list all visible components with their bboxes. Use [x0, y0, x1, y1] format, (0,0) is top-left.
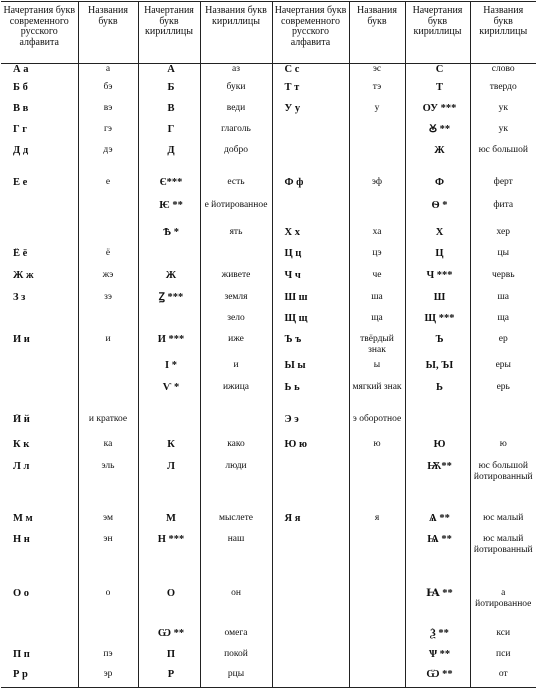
- modern-letter: Х х: [272, 227, 349, 248]
- table-row: [1, 382, 536, 414]
- modern-letter: У у: [272, 103, 349, 124]
- cyrillic-name: ща: [470, 313, 536, 334]
- modern-letter: Щ щ: [272, 313, 349, 334]
- column-header: Начертания букв современного русского алфавита: [1, 2, 78, 64]
- column-header: Начертания букв кириллицы: [405, 2, 470, 64]
- letter-name: гэ: [78, 124, 138, 145]
- letter-name: ка: [78, 439, 138, 461]
- cyrillic-letter: И ***: [138, 334, 200, 360]
- letter-name: [349, 200, 405, 227]
- modern-letter: [272, 461, 349, 513]
- letter-name: мягкий знак: [349, 382, 405, 414]
- letter-name: эм: [78, 513, 138, 534]
- cyrillic-name: зело: [200, 313, 272, 334]
- modern-letter: Ч ч: [272, 270, 349, 292]
- table-row: [1, 177, 536, 200]
- cyrillic-letter: Р: [138, 669, 200, 688]
- cyrillic-letter: Д: [138, 145, 200, 177]
- cyrillic-name: ферт: [470, 177, 536, 200]
- column-header: Названия букв: [78, 2, 138, 64]
- letter-name: зэ: [78, 292, 138, 313]
- letter-name: и краткое: [78, 414, 138, 439]
- alphabet-comparison-table: [1, 1, 536, 688]
- letter-name: [78, 227, 138, 248]
- cyrillic-name: ук: [470, 124, 536, 145]
- letter-name: жэ: [78, 270, 138, 292]
- modern-letter: Г г: [13, 123, 28, 135]
- column-header: Названия букв кириллицы: [470, 2, 536, 64]
- table-row: [1, 334, 536, 360]
- modern-letter: Н н: [13, 533, 30, 545]
- modern-letter: О о: [13, 587, 30, 599]
- cyrillic-name: кси: [470, 628, 536, 649]
- table-row: [1, 313, 536, 334]
- modern-letter: Ё ё: [13, 247, 28, 259]
- modern-letter: Р р: [1, 669, 78, 688]
- modern-letter: А а: [13, 64, 29, 75]
- letter-name: и: [78, 334, 138, 360]
- table-row: [1, 669, 536, 688]
- cyrillic-name: добро: [200, 145, 272, 177]
- letter-name: [349, 628, 405, 649]
- cyrillic-letter: Ц: [405, 248, 470, 270]
- table-row: [1, 248, 536, 270]
- cyrillic-letter: В: [138, 103, 200, 124]
- modern-letter: [1, 382, 78, 414]
- cyrillic-name: люди: [200, 461, 272, 513]
- cyrillic-letter: [138, 414, 200, 439]
- letter-name: [78, 382, 138, 414]
- cyrillic-name: и: [200, 360, 272, 382]
- modern-letter: Т т: [272, 82, 349, 103]
- cyrillic-letter: Ꙋ **: [405, 124, 470, 145]
- modern-letter: Й й: [13, 413, 30, 425]
- modern-letter: П п: [13, 648, 30, 660]
- table-row: [1, 270, 536, 292]
- letter-name: [78, 628, 138, 649]
- modern-letter: Ц ц: [272, 248, 349, 270]
- cyrillic-name: живете: [200, 270, 272, 292]
- modern-letter: В в: [13, 102, 29, 114]
- letter-name: [349, 649, 405, 669]
- cyrillic-name: твердо: [470, 82, 536, 103]
- cyrillic-name: пси: [470, 649, 536, 669]
- cyrillic-letter: С: [405, 64, 470, 82]
- cyrillic-letter: Ꙗ **: [405, 588, 470, 628]
- letter-name: у: [349, 103, 405, 124]
- cyrillic-name: юс малый: [470, 513, 536, 534]
- cyrillic-name: ер: [470, 334, 536, 360]
- letter-name: цэ: [349, 248, 405, 270]
- cyrillic-letter: Ж: [405, 145, 470, 177]
- table-row: [1, 103, 536, 124]
- cyrillic-name: юс малый йотированный: [470, 534, 536, 588]
- letter-name: [349, 145, 405, 177]
- modern-letter: Д д: [13, 144, 29, 156]
- cyrillic-letter: [138, 313, 200, 334]
- modern-letter: [272, 124, 349, 145]
- cyrillic-letter: Ѡ **: [138, 628, 200, 649]
- cyrillic-name: глаголь: [200, 124, 272, 145]
- table-row: [1, 649, 536, 669]
- letter-name: [349, 461, 405, 513]
- table-row: [1, 124, 536, 145]
- letter-name: ю: [349, 439, 405, 461]
- cyrillic-letter: Ѱ **: [405, 649, 470, 669]
- cyrillic-name: ук: [470, 103, 536, 124]
- table-row: [1, 461, 536, 513]
- modern-letter: Л л: [13, 460, 30, 472]
- cyrillic-letter: О: [138, 588, 200, 628]
- cyrillic-letter: Є***: [138, 177, 200, 200]
- cyrillic-letter: Ѳ *: [405, 200, 470, 227]
- cyrillic-name: еры: [470, 360, 536, 382]
- letter-name: эр: [78, 669, 138, 688]
- letter-name: [349, 124, 405, 145]
- cyrillic-letter: Х: [405, 227, 470, 248]
- letter-name: [349, 588, 405, 628]
- modern-letter: К к: [13, 438, 30, 450]
- table-row: [1, 64, 536, 82]
- cyrillic-letter: Ꙁ ***: [138, 292, 200, 313]
- modern-letter: Э э: [272, 414, 349, 439]
- modern-letter: [272, 534, 349, 588]
- table-row: [1, 534, 536, 588]
- modern-letter: М м: [13, 512, 33, 524]
- modern-letter: [272, 200, 349, 227]
- cyrillic-letter: Ѯ **: [405, 628, 470, 649]
- table-row: [1, 227, 536, 248]
- cyrillic-letter: ОУ ***: [405, 103, 470, 124]
- letter-name: эн: [78, 534, 138, 588]
- modern-letter: Я я: [272, 513, 349, 534]
- modern-letter: [1, 200, 78, 227]
- letter-name: [78, 360, 138, 382]
- cyrillic-name: иже: [200, 334, 272, 360]
- cyrillic-name: есть: [200, 177, 272, 200]
- cyrillic-letter: Л: [138, 461, 200, 513]
- column-header: Названия букв кириллицы: [200, 2, 272, 64]
- modern-letter: [1, 227, 78, 248]
- cyrillic-name: хер: [470, 227, 536, 248]
- cyrillic-name: ю: [470, 439, 536, 461]
- letter-name: ы: [349, 360, 405, 382]
- letter-name: бэ: [78, 82, 138, 103]
- letter-name: [78, 200, 138, 227]
- cyrillic-letter: Б: [138, 82, 200, 103]
- table-row: [1, 588, 536, 628]
- letter-name: [349, 534, 405, 588]
- cyrillic-name: буки: [200, 82, 272, 103]
- letter-name: ша: [349, 292, 405, 313]
- cyrillic-name: юс большой: [470, 145, 536, 177]
- letter-name: а: [78, 64, 138, 82]
- modern-letter: Ъ ъ: [272, 334, 349, 360]
- cyrillic-name: а йотированное: [470, 588, 536, 628]
- cyrillic-name: е йотированное: [200, 200, 272, 227]
- header-row: [1, 2, 536, 64]
- letter-name: твёрдый знак: [349, 334, 405, 360]
- table-row: [1, 360, 536, 382]
- table-row: [1, 292, 536, 313]
- cyrillic-letter: Ь: [405, 382, 470, 414]
- cyrillic-name: фита: [470, 200, 536, 227]
- modern-letter: Ы ы: [272, 360, 349, 382]
- table-row: [1, 200, 536, 227]
- letter-name: эс: [349, 64, 405, 82]
- modern-letter: [272, 649, 349, 669]
- cyrillic-letter: М: [138, 513, 200, 534]
- cyrillic-name: веди: [200, 103, 272, 124]
- cyrillic-letter: Ѭ**: [405, 461, 470, 513]
- cyrillic-name: червь: [470, 270, 536, 292]
- cyrillic-letter: Ѧ **: [405, 513, 470, 534]
- modern-letter: Ф ф: [272, 177, 349, 200]
- letter-name: ща: [349, 313, 405, 334]
- cyrillic-name: ять: [200, 227, 272, 248]
- table-row: [1, 513, 536, 534]
- cyrillic-letter: Щ ***: [405, 313, 470, 334]
- column-header: Названия букв: [349, 2, 405, 64]
- cyrillic-letter: Г: [138, 124, 200, 145]
- column-header: Начертания букв кириллицы: [138, 2, 200, 64]
- cyrillic-name: аз: [200, 64, 272, 82]
- modern-letter: [1, 360, 78, 382]
- cyrillic-name: [200, 414, 272, 439]
- cyrillic-name: ижица: [200, 382, 272, 414]
- modern-letter: Ж ж: [13, 269, 34, 281]
- table-row: [1, 82, 536, 103]
- modern-letter: [272, 588, 349, 628]
- letter-name: я: [349, 513, 405, 534]
- modern-letter: [1, 628, 78, 649]
- cyrillic-name: он: [200, 588, 272, 628]
- cyrillic-name: мыслете: [200, 513, 272, 534]
- modern-letter: Б б: [13, 81, 28, 93]
- modern-letter: Е е: [13, 176, 28, 188]
- cyrillic-letter: А: [138, 64, 200, 82]
- cyrillic-letter: Ѣ *: [138, 227, 200, 248]
- modern-letter: [272, 669, 349, 688]
- cyrillic-letter: Ѿ **: [405, 669, 470, 688]
- modern-letter: [272, 145, 349, 177]
- modern-letter: И и: [13, 333, 30, 345]
- cyrillic-letter: Ю: [405, 439, 470, 461]
- cyrillic-letter: К: [138, 439, 200, 461]
- letter-name: вэ: [78, 103, 138, 124]
- cyrillic-name: ша: [470, 292, 536, 313]
- letter-name: пэ: [78, 649, 138, 669]
- cyrillic-name: покой: [200, 649, 272, 669]
- letter-name: [78, 313, 138, 334]
- cyrillic-letter: [405, 414, 470, 439]
- cyrillic-letter: Ѵ *: [138, 382, 200, 414]
- column-header: Начертания букв современного русского алфавита: [272, 2, 349, 64]
- letter-name: че: [349, 270, 405, 292]
- cyrillic-letter: Ѥ **: [138, 200, 200, 227]
- cyrillic-letter: Ъ: [405, 334, 470, 360]
- cyrillic-letter: Ы, ЪІ: [405, 360, 470, 382]
- cyrillic-letter: Ф: [405, 177, 470, 200]
- cyrillic-name: како: [200, 439, 272, 461]
- cyrillic-letter: Т: [405, 82, 470, 103]
- letter-name: эль: [78, 461, 138, 513]
- modern-letter: Ш ш: [272, 292, 349, 313]
- modern-letter: Ь ь: [272, 382, 349, 414]
- table-row: [1, 414, 536, 439]
- cyrillic-name: омега: [200, 628, 272, 649]
- modern-letter: [272, 628, 349, 649]
- table-row: [1, 628, 536, 649]
- cyrillic-letter: [138, 248, 200, 270]
- letter-name: ё: [78, 248, 138, 270]
- letter-name: ха: [349, 227, 405, 248]
- cyrillic-name: от: [470, 669, 536, 688]
- cyrillic-letter: Ж: [138, 270, 200, 292]
- cyrillic-name: земля: [200, 292, 272, 313]
- cyrillic-name: [470, 414, 536, 439]
- modern-letter: Ю ю: [272, 439, 349, 461]
- cyrillic-name: цы: [470, 248, 536, 270]
- cyrillic-letter: Ш: [405, 292, 470, 313]
- cyrillic-name: ерь: [470, 382, 536, 414]
- cyrillic-letter: Ѩ **: [405, 534, 470, 588]
- table-row: [1, 439, 536, 461]
- table-row: [1, 145, 536, 177]
- letter-name: дэ: [78, 145, 138, 177]
- letter-name: е: [78, 177, 138, 200]
- modern-letter: З з: [13, 291, 26, 303]
- cyrillic-name: слово: [470, 64, 536, 82]
- cyrillic-letter: Н ***: [138, 534, 200, 588]
- letter-name: о: [78, 588, 138, 628]
- cyrillic-letter: І *: [138, 360, 200, 382]
- modern-letter: С с: [272, 64, 349, 82]
- letter-name: эф: [349, 177, 405, 200]
- modern-letter: [1, 313, 78, 334]
- cyrillic-name: рцы: [200, 669, 272, 688]
- cyrillic-letter: Ч ***: [405, 270, 470, 292]
- cyrillic-name: наш: [200, 534, 272, 588]
- letter-name: тэ: [349, 82, 405, 103]
- cyrillic-name: юс большой йотированный: [470, 461, 536, 513]
- letter-name: э оборотное: [349, 414, 405, 439]
- letter-name: [349, 669, 405, 688]
- cyrillic-name: [200, 248, 272, 270]
- cyrillic-letter: П: [138, 649, 200, 669]
